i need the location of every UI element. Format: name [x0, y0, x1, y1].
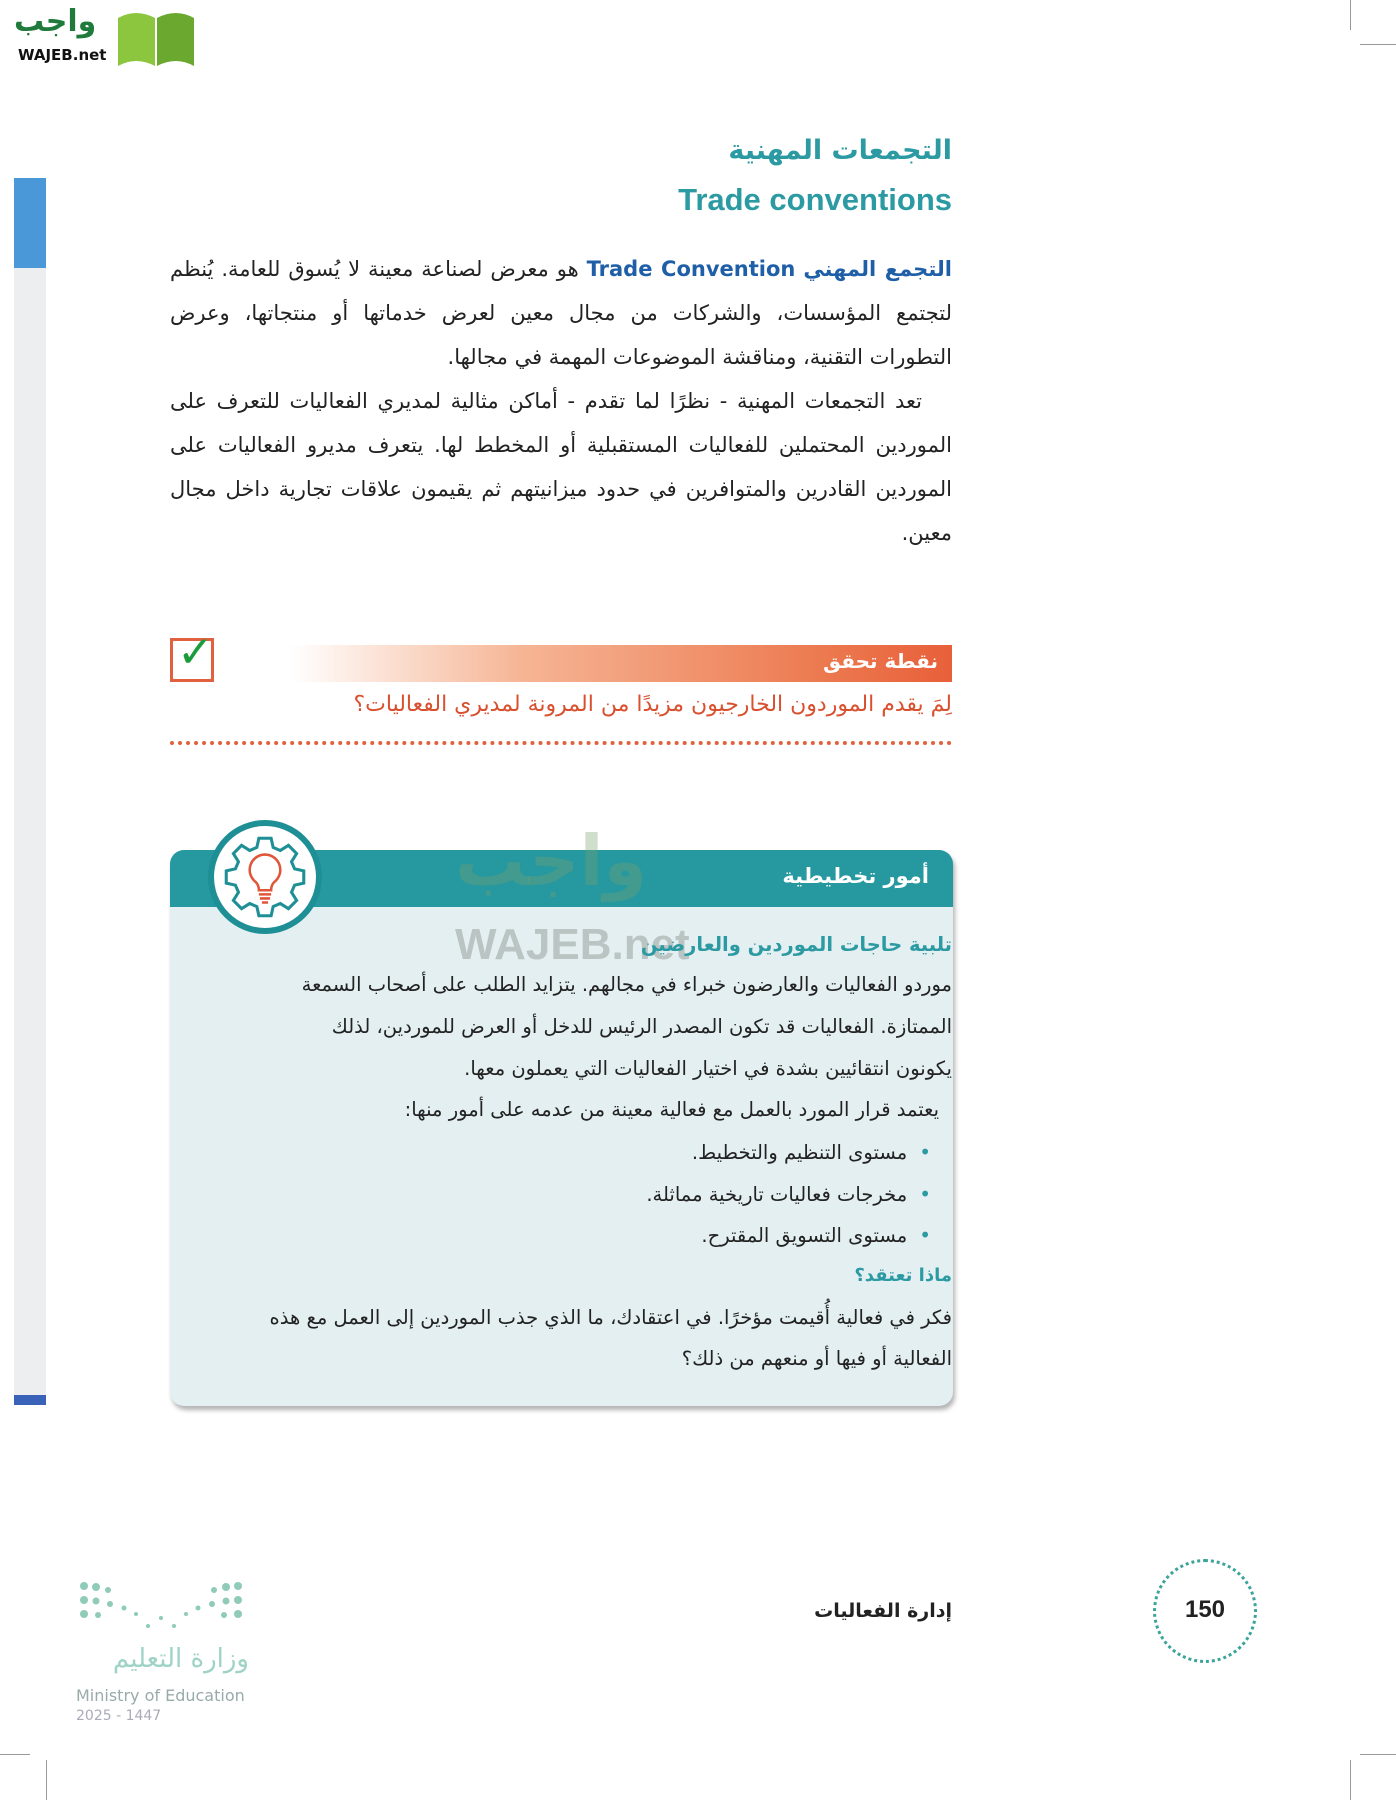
logo-english: WAJEB.net — [18, 46, 107, 64]
gear-lightbulb-icon — [208, 820, 322, 934]
think-text-line: فكر في فعالية أُقيمت مؤخرًا. في اعتقادك، ما الذي جذب الموردين إلى العمل مع هذه — [269, 1306, 952, 1329]
checkpoint-label: نقطة تحقق — [823, 649, 938, 673]
crop-mark — [1350, 0, 1351, 30]
ministry-name-english: Ministry of Education — [76, 1686, 245, 1705]
wajeb-logo — [8, 4, 198, 70]
ministry-dots-icon — [76, 1578, 246, 1638]
crop-mark — [1360, 1754, 1396, 1755]
planning-text-line: يكونون انتقائيين بشدة في اختيار الفعاليات التي يعملون معها. — [464, 1057, 952, 1080]
planning-subtitle: تلبية حاجات الموردين والعارضين — [640, 933, 952, 956]
crop-mark — [1350, 1760, 1351, 1800]
body-text — [170, 247, 952, 555]
book-title: إدارة الفعاليات — [814, 1600, 952, 1622]
definition-paragraph — [170, 247, 952, 379]
edition-year: 2025 - 1447 — [76, 1708, 162, 1724]
checkmark-icon: ✓ — [170, 638, 214, 682]
term-arabic: التجمع المهني — [803, 257, 952, 281]
checkpoint-banner — [290, 645, 952, 682]
crop-mark — [0, 1754, 30, 1755]
checkpoint-question: لِمَ يقدم الموردون الخارجيون مزيدًا من المرونة لمديري الفعاليات؟ — [353, 692, 952, 717]
section-title-english: Trade conventions — [678, 182, 952, 217]
watermark-arabic: واجب — [455, 820, 648, 902]
logo-arabic: واجب — [14, 4, 97, 39]
bullet-item: • مستوى التنظيم والتخطيط. — [692, 1137, 931, 1168]
book-icon — [116, 8, 196, 68]
definition-text: هو معرض لصناعة معينة لا يُسوق للعامة. يُنظم لتجتمع المؤسسات، والشركات من مجال معين لعرض خدماتها أو منتجاتها، وعرض التطورات التقنية، ومناقشة الموضوعات المهمة في مجالها. — [170, 257, 952, 369]
crop-mark — [46, 1760, 47, 1800]
planning-text-line: موردو الفعاليات والعارضون خبراء في مجالهم. يتزايد الطلب على أصحاب السمعة — [301, 973, 952, 996]
side-strip — [14, 268, 46, 1395]
side-tab-marker — [14, 1395, 46, 1405]
term-english: Trade Convention — [586, 257, 796, 281]
planning-text-line: الممتازة. الفعاليات قد تكون المصدر الرئيس للدخل أو العرض للموردين، لذلك — [331, 1015, 952, 1038]
watermark-english: WAJEB.net — [455, 920, 690, 969]
think-heading: ماذا تعتقد؟ — [854, 1265, 952, 1286]
side-tab-accent — [14, 178, 46, 268]
second-paragraph: تعد التجمعات المهنية - نظرًا لما تقدم - أماكن مثالية لمديري الفعاليات للتعرف على الموردين المحتملين للفعاليات المستقبلية أو المخطط لها. يتعرف مديرو الفعاليات على الموردين القادرين والمتوافرين في حدود ميزانيتهم ثم يقيمون علاقات تجارية داخل مجال معين. — [170, 389, 952, 545]
page-number: 150 — [1184, 1596, 1226, 1623]
dotted-divider — [170, 741, 952, 745]
ministry-name-arabic: وزارة التعليم — [112, 1644, 249, 1674]
bullet-item: • مستوى التسويق المقترح. — [701, 1220, 931, 1251]
page-number-badge — [1153, 1559, 1257, 1663]
section-title-arabic: التجمعات المهنية — [728, 135, 952, 166]
think-text-line: الفعالية أو فيها أو منعهم من ذلك؟ — [681, 1347, 952, 1370]
ministry-logo — [76, 1578, 251, 1728]
bullet-item: • مخرجات فعاليات تاريخية مماثلة. — [646, 1179, 931, 1210]
planning-intro: يعتمد قرار المورد بالعمل مع فعالية معينة من عدمه على أمور منها: — [404, 1098, 939, 1121]
crop-mark — [1360, 44, 1396, 45]
planning-header: أمور تخطيطية — [782, 864, 929, 888]
